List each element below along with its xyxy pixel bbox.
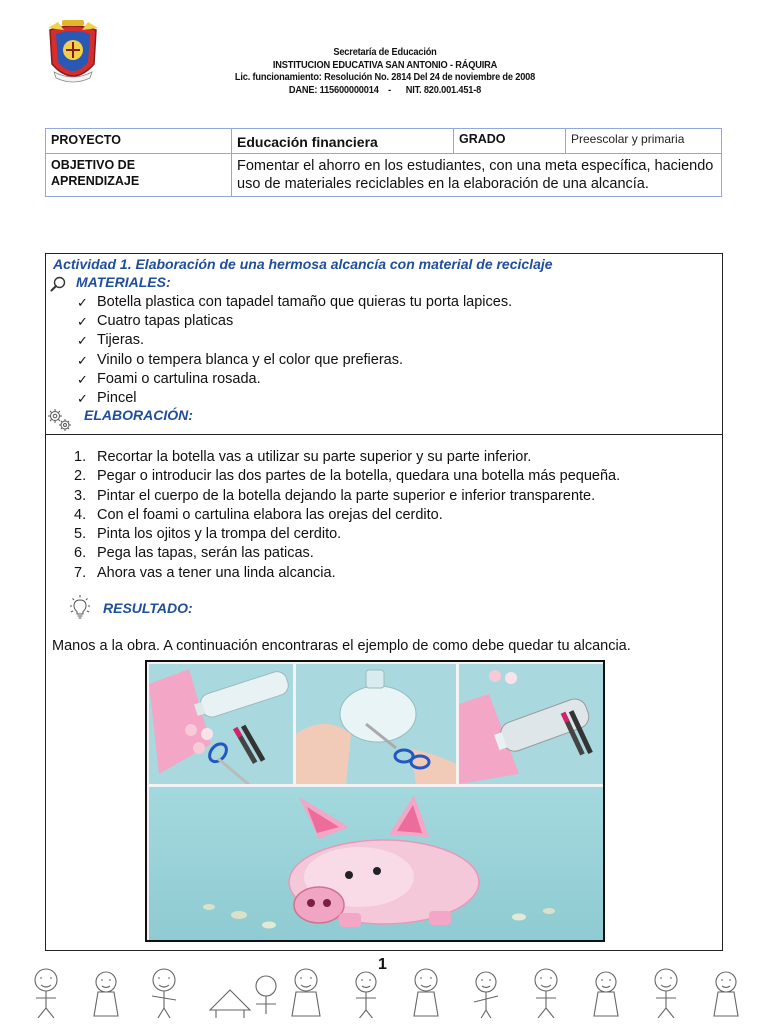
list-item: 2. Pegar o introducir las dos partes de la botella, quedara una botella más pequeña. bbox=[74, 468, 621, 485]
photo-materials-bottle bbox=[149, 664, 293, 784]
check-icon: ✓ bbox=[77, 391, 88, 407]
grado-value: Preescolar y primaria bbox=[566, 129, 722, 154]
gears-icon bbox=[46, 407, 74, 433]
list-item bbox=[77, 293, 512, 312]
material-text: Pincel bbox=[97, 390, 137, 407]
steps-list bbox=[74, 448, 620, 583]
check-icon: ✓ bbox=[77, 295, 88, 310]
list-item bbox=[77, 312, 512, 331]
piggy-bank-photo-collage bbox=[145, 660, 605, 942]
project-info-table bbox=[45, 128, 722, 197]
magnifier-icon bbox=[50, 276, 66, 292]
header-line-institucion: INSTITUCION EDUCATIVA SAN ANTONIO - RÁQUIRA bbox=[272, 58, 498, 71]
grado-label: GRADO bbox=[454, 129, 566, 154]
material-text: Vinilo o tempera blanca y el color que prefieras. bbox=[97, 351, 404, 368]
photo-finished-piggy-bank bbox=[149, 787, 603, 940]
list-item: 6. Pega las tapas, serán las paticas. bbox=[74, 545, 314, 562]
activity-divider bbox=[45, 434, 723, 435]
step-text: Recortar la botella vas a utilizar su parte superior y su parte inferior. bbox=[97, 449, 532, 465]
project-row bbox=[46, 129, 722, 154]
step-text: Pinta los ojitos y la trompa del cerdito. bbox=[97, 526, 342, 543]
material-text: Cuatro tapas platicas bbox=[97, 313, 234, 330]
step-text: Pegar o introducir las dos partes de la botella, quedara una botella más pequeña. bbox=[97, 468, 621, 485]
check-icon: ✓ bbox=[77, 333, 88, 349]
children-doodle-footer-band bbox=[20, 962, 748, 1018]
list-item: 3. Pintar el cuerpo de la botella dejando la parte superior e inferior transparente. bbox=[74, 487, 596, 504]
materials-list bbox=[77, 293, 512, 408]
result-heading: RESULTADO: bbox=[103, 600, 193, 616]
objective-row bbox=[46, 154, 722, 197]
elaboration-heading: ELABORACIÓN: bbox=[84, 407, 193, 423]
photo-painted-bottle bbox=[459, 664, 603, 784]
dane-code: DANE: 115600000014 bbox=[288, 83, 379, 96]
material-text: Botella plastica con tapadel tamaño que quieras tu porta lapices. bbox=[97, 294, 513, 310]
objetivo-label: OBJETIVO DE APRENDIZAJE bbox=[46, 154, 232, 197]
material-text: Tijeras. bbox=[97, 332, 144, 349]
lightbulb-icon bbox=[66, 594, 94, 620]
list-item bbox=[77, 331, 512, 350]
objetivo-value: Fomentar el ahorro en los estudiantes, con una meta específica, haciendo uso de materiales reciclables en la elaboración de una alcancía. bbox=[232, 154, 722, 197]
school-crest-logo bbox=[44, 20, 102, 90]
header-line-dane-nit bbox=[196, 84, 574, 97]
proyecto-label: PROYECTO bbox=[46, 129, 232, 154]
list-item: 4. Con el foami o cartulina elabora las orejas del cerdito. bbox=[74, 506, 443, 523]
step-text: Pega las tapas, serán las paticas. bbox=[97, 545, 314, 562]
institution-header bbox=[196, 46, 574, 96]
proyecto-value: Educación financiera bbox=[232, 129, 454, 154]
list-item: 7. Ahora vas a tener una linda alcancia. bbox=[74, 564, 336, 581]
photo-cutting-bottle bbox=[296, 664, 456, 784]
list-item: 1. Recortar la botella vas a utilizar su parte superior y su parte inferior. bbox=[74, 449, 532, 465]
activity-title: Actividad 1. Elaboración de una hermosa alcancía con material de reciclaje bbox=[53, 256, 553, 272]
material-text: Foami o cartulina rosada. bbox=[97, 370, 261, 387]
list-item bbox=[77, 370, 512, 389]
dane-nit-separator: - bbox=[388, 83, 391, 96]
list-item: 5. Pinta los ojitos y la trompa del cerdito. bbox=[74, 526, 342, 543]
header-line-secretaria: Secretaría de Educación bbox=[333, 46, 437, 58]
list-item bbox=[77, 389, 512, 408]
list-item bbox=[77, 351, 512, 370]
nit-code: NIT. 820.001.451-8 bbox=[405, 83, 482, 96]
step-text: Con el foami o cartulina elabora las orejas del cerdito. bbox=[97, 506, 443, 523]
materials-heading: MATERIALES: bbox=[76, 274, 171, 290]
header-line-licencia: Lic. funcionamiento: Resolución No. 2814 Del 24 de noviembre de 2008 bbox=[234, 71, 536, 83]
result-text: Manos a la obra. A continuación encontraras el ejemplo de como debe quedar tu alcancia. bbox=[52, 638, 631, 654]
check-icon: ✓ bbox=[77, 352, 88, 368]
check-icon: ✓ bbox=[77, 371, 88, 387]
step-text: Ahora vas a tener una linda alcancia. bbox=[97, 564, 336, 581]
step-text: Pintar el cuerpo de la botella dejando la parte superior e inferior transparente. bbox=[97, 487, 596, 504]
page-number: 1 bbox=[378, 956, 387, 973]
check-icon: ✓ bbox=[77, 314, 88, 330]
